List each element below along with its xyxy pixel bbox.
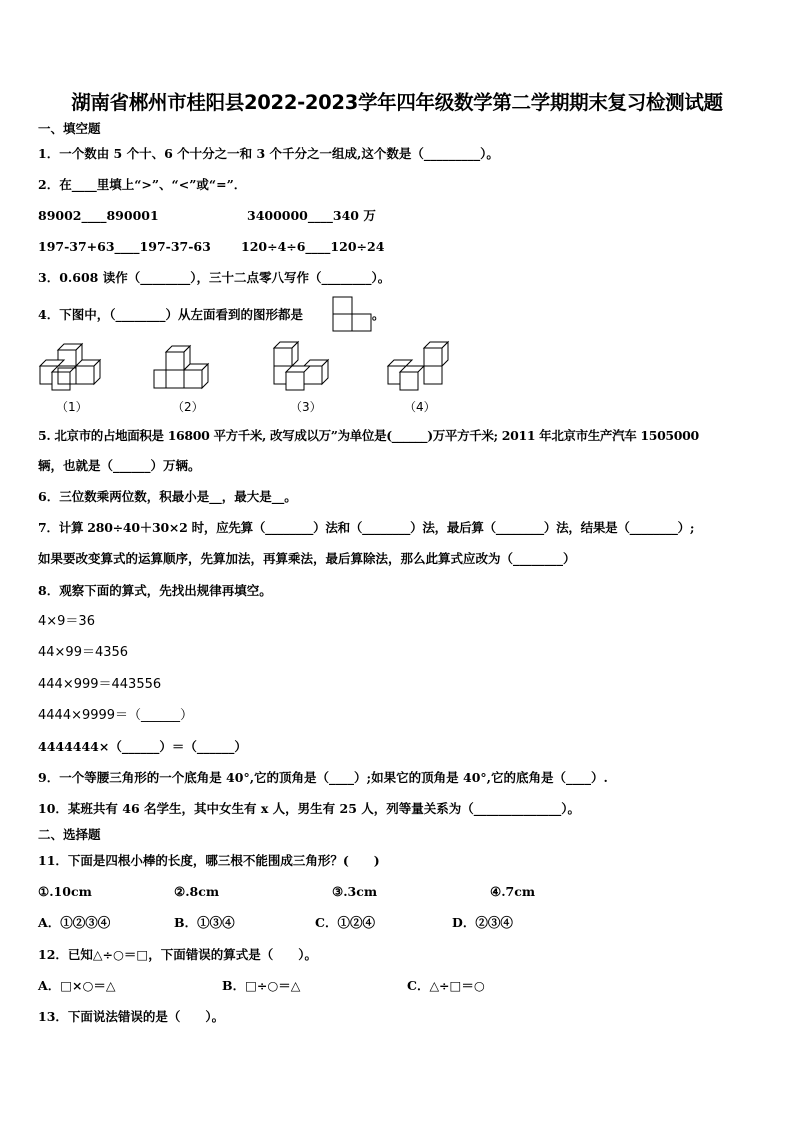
question-8-equation-1: 4×9＝36: [38, 614, 95, 629]
question-8-equation-5: 4444444×（______）＝（______）: [38, 739, 247, 754]
question-11-option-b: B．①③④: [174, 915, 235, 930]
question-11-option-c: C．①②④: [315, 915, 375, 930]
question-11-option-a: A．①②③④: [38, 915, 111, 930]
question-4: 4．下图中，（________）从左面看到的图形都是: [38, 307, 303, 322]
question-2: 2．在____里填上“>”、“<”或“=”．: [38, 177, 247, 192]
question-12-option-c: C．△÷□＝○: [407, 978, 485, 993]
question-10: 10．某班共有 46 名学生，其中女生有 x 人，男生有 25 人，列等量关系为（______________）。: [38, 801, 580, 816]
question-8: 8．观察下面的算式，先找出规律再填空。: [38, 583, 272, 598]
cube-figure-1: [38, 340, 102, 392]
section-heading-choice: 二、选择题: [38, 827, 101, 842]
question-2-item-c: 197-37+63____197-37-63: [38, 239, 211, 254]
question-12: 12．已知△÷○＝□，下面错误的算式是（ ）。: [38, 947, 317, 962]
question-11: 11．下面是四根小棒的长度，哪三根不能围成三角形？( ): [38, 853, 380, 868]
question-11-stick-2: ②.8cm: [174, 884, 220, 899]
figure-caption-1: （1）: [56, 400, 88, 414]
question-12-option-b: B．□÷○＝△: [222, 978, 301, 993]
question-8-equation-3: 444×999＝443556: [38, 677, 162, 692]
question-2-item-b: 3400000____340 万: [247, 208, 376, 223]
question-5-line-1: 5. 北京市的占地面积是 16800 平方千米, 改写成以万”为单位是(______)万平方千米; 2011 年北京市生产汽车 1505000: [38, 428, 699, 443]
cube-figure-3: [272, 340, 342, 392]
left-view-shape-icon: [332, 296, 374, 334]
question-11-stick-3: ③.3cm: [332, 884, 378, 899]
question-11-stick-1: ①.10cm: [38, 884, 92, 899]
section-heading-fill: 一、填空题: [38, 121, 101, 136]
question-12-option-a: A．□×○＝△: [38, 978, 116, 993]
question-9: 9．一个等腰三角形的一个底角是 40°,它的顶角是（____）;如果它的顶角是 40°,它的底角是（____）.: [38, 770, 608, 785]
question-8-equation-2: 44×99＝4356: [38, 645, 129, 660]
question-3: 3．0.608 读作（________），三十二点零八写作（________）。: [38, 270, 391, 285]
question-5-line-2: 辆，也就是（______）万辆。: [38, 458, 201, 473]
question-7-line-1: 7．计算 280÷40＋30×2 时，应先算（________）法和（________）法，最后算（________）法，结果是（________）;: [38, 520, 695, 535]
question-11-option-d: D．②③④: [452, 915, 513, 930]
question-11-stick-4: ④.7cm: [490, 884, 536, 899]
question-6: 6．三位数乘两位数，积最小是__，最大是__。: [38, 489, 297, 504]
cube-figure-2: [152, 342, 218, 392]
question-4-end: 。: [372, 307, 385, 322]
question-8-equation-4: 4444×9999＝（______）: [38, 708, 194, 723]
question-1: 1．一个数由 5 个十、6 个十分之一和 3 个千分之一组成,这个数是（_________）。: [38, 146, 499, 161]
question-2-item-a: 89002____890001: [38, 208, 159, 223]
page-title: 湖南省郴州市桂阳县2022-2023学年四年级数学第二学期期末复习检测试题: [71, 91, 723, 114]
question-7-line-2: 如果要改变算式的运算顺序，先算加法，再算乘法，最后算除法，那么此算式应改为（________）: [38, 551, 576, 566]
figure-caption-2: （2）: [172, 400, 204, 414]
question-2-item-d: 120÷4÷6____120÷24: [241, 239, 385, 254]
figure-caption-4: （4）: [404, 400, 436, 414]
figure-caption-3: （3）: [290, 400, 322, 414]
cube-figure-4: [386, 340, 452, 392]
question-13: 13．下面说法错误的是（ ）。: [38, 1009, 225, 1024]
